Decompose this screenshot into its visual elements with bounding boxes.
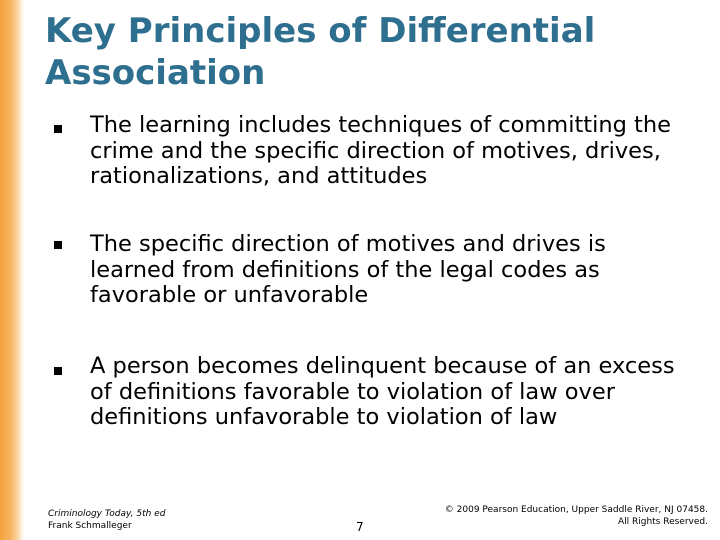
page-number: 7 [356, 520, 364, 534]
copyright-line-2: All Rights Reserved. [617, 517, 708, 527]
bullet-text-3: A person becomes delinquent because of an excess of definitions favorable to violation of law over definitions unfavorable to violation of law [90, 353, 675, 430]
bullet-text-1: The learning includes techniques of committing the crime and the specific direction of motives, drives, rationalizations, and attitudes [90, 112, 671, 189]
footer-copyright [445, 504, 708, 528]
bullet-marker-2 [54, 241, 62, 249]
copyright-line-1: © 2009 Pearson Education, Upper Saddle River, NJ 07458. [444, 505, 708, 515]
bullet-marker-3 [54, 367, 62, 375]
footer-author: Frank Schmalleger [48, 521, 132, 531]
footer-book-title: Criminology Today, 5th ed [48, 509, 166, 519]
bullet-text-2: The specific direction of motives and drives is learned from definitions of the legal codes as favorable or unfavorable [90, 231, 606, 308]
decorative-side-bar [0, 0, 24, 540]
footer-source [48, 508, 165, 532]
slide-title: Key Principles of Differential Association [45, 11, 596, 93]
bullet-marker-1 [54, 125, 62, 133]
